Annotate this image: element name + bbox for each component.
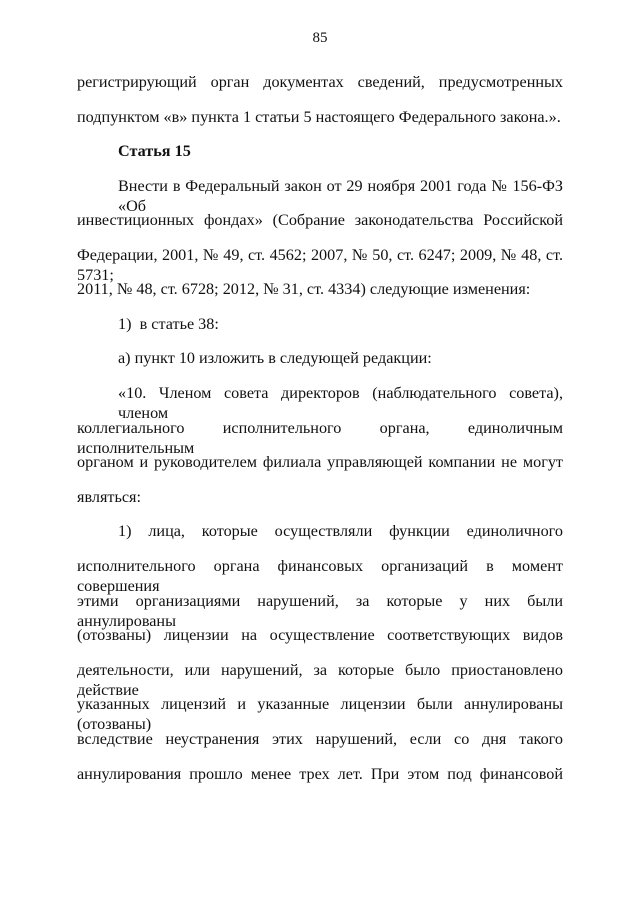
page-number: 85 (312, 30, 328, 46)
text-line: аннулирования прошло менее трех лет. При этом под финансовой (77, 765, 563, 783)
text-line: Внести в Федеральный закон от 29 ноября 2001 года № 156-ФЗ «Об (118, 177, 563, 215)
text-line: (отозваны) лицензии на осуществление соответствующих видов (77, 626, 563, 644)
text-line: Федерации, 2001, № 49, ст. 4562; 2007, № 50, ст. 6247; 2009, № 48, ст. 5731; (77, 246, 563, 284)
text-line: регистрирующий орган документах сведений, предусмотренных (77, 73, 563, 91)
text-line: коллегиального исполнительного органа, единоличным исполнительным (77, 419, 563, 457)
text-line: являться: (77, 488, 141, 506)
text-line: исполнительного органа финансовых организаций в момент совершения (77, 557, 563, 595)
text-line: органом и руководителем филиала управляющей компании не могут (77, 453, 563, 471)
text-line: 1) в статье 38: (118, 315, 219, 333)
text-line: этими организациями нарушений, за которые у них были аннулированы (77, 592, 563, 630)
text-line: подпунктом «в» пункта 1 статьи 5 настоящего Федерального закона.». (77, 108, 561, 126)
text-line: 1) лица, которые осуществляли функции единоличного (118, 522, 563, 540)
text-line: деятельности, или нарушений, за которые было приостановлено действие (77, 661, 563, 699)
text-line: 2011, № 48, ст. 6728; 2012, № 31, ст. 4334) следующие изменения: (77, 280, 531, 298)
text-line: указанных лицензий и указанные лицензии были аннулированы (отозваны) (77, 695, 563, 733)
text-line: инвестиционных фондах» (Собрание законодательства Российской (77, 211, 563, 229)
article-heading: Статья 15 (118, 142, 191, 160)
text-line: вследствие неустранения этих нарушений, если со дня такого (77, 730, 563, 748)
text-line: «10. Членом совета директоров (наблюдательного совета), членом (118, 384, 563, 422)
text-line: а) пункт 10 изложить в следующей редакции: (118, 349, 432, 367)
